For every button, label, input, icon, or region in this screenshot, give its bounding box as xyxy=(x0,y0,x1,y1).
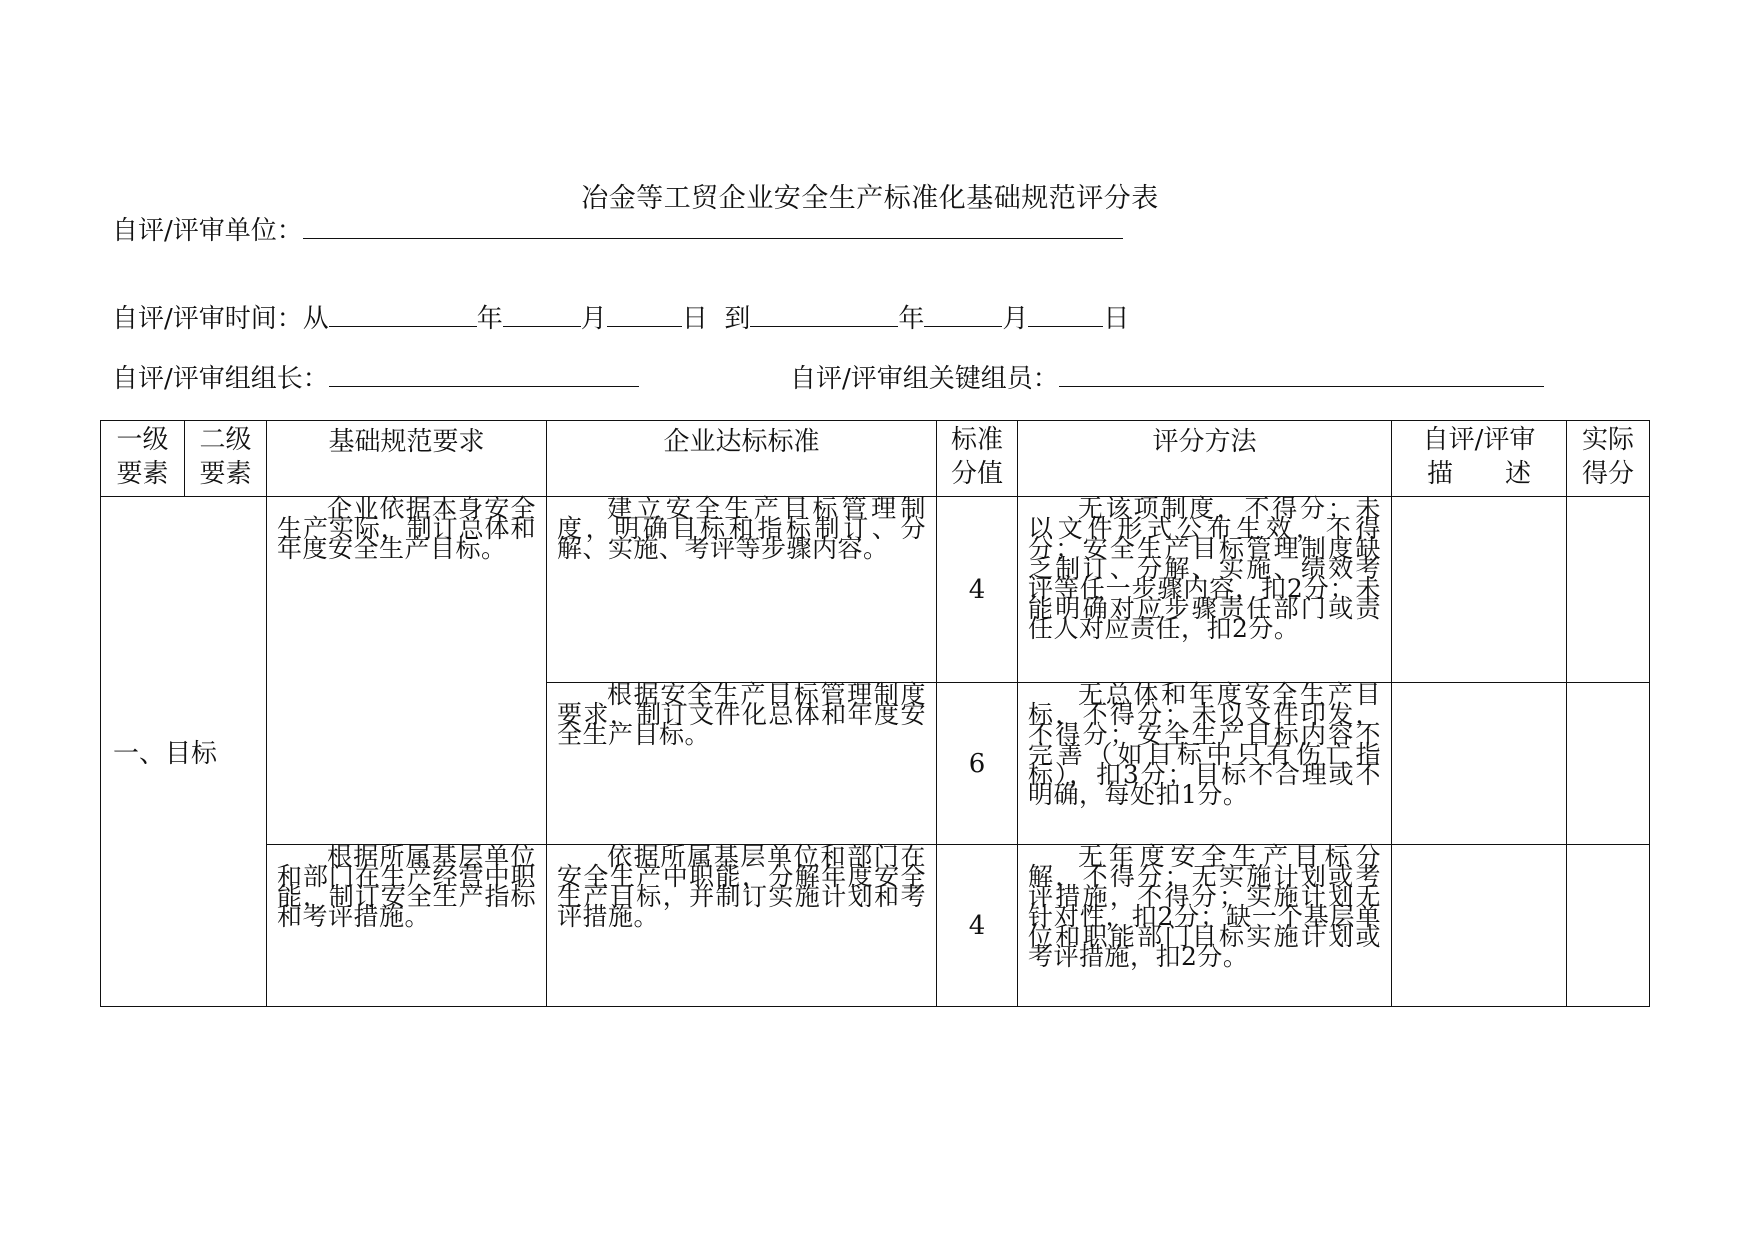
level1-cell: 一、目标 xyxy=(101,497,267,1007)
header-standard: 企业达标标准 xyxy=(547,421,937,497)
to-month-label: 月 xyxy=(1002,304,1029,334)
members-label: 自评/评审组关键组员： xyxy=(790,364,1059,394)
standard-cell: 建立安全生产目标管理制度，明确目标和指标制订、分解、实施、考评等步骤内容。 xyxy=(547,497,937,683)
method-cell: 无该项制度，不得分；未以文件形式公布生效，不得分；安全生产目标管理制度缺乏制订、分解、实施、绩效考评等任一步骤内容，扣2分；未能明确对应步骤责任部门或责任人对应责任，扣2分。 xyxy=(1018,497,1392,683)
requirement-cell: 根据所属基层单位和部门在生产经营中职能，制订安全生产指标和考评措施。 xyxy=(267,845,547,1007)
standard-cell: 依据所属基层单位和部门在安全生产中职能，分解年度安全生产目标，并制订实施计划和考评措施。 xyxy=(547,845,937,1007)
from-year-label: 年 xyxy=(476,304,503,334)
time-line xyxy=(112,300,1129,334)
method-cell: 无年度安全生产目标分解，不得分；无实施计划或考评措施，不得分；实施计划无针对性，扣2分；缺一个基层单位和职能部门目标实施计划或考评措施，扣2分。 xyxy=(1018,845,1392,1007)
header-score: 标准 分值 xyxy=(937,421,1018,497)
leader-label: 自评/评审组组长： xyxy=(112,364,329,394)
description-cell[interactable] xyxy=(1392,845,1567,1007)
header-level1: 一级 要素 xyxy=(101,421,185,497)
description-cell[interactable] xyxy=(1392,683,1567,845)
header-row xyxy=(101,421,1650,497)
header-requirement: 基础规范要求 xyxy=(267,421,547,497)
method-cell: 无总体和年度安全生产目标，不得分；未以文件印发，不得分；安全生产目标内容不完善（如目标中只有伤亡指标），扣3分；目标不合理或不明确，每处扣1分。 xyxy=(1018,683,1392,845)
to-day-label: 日 xyxy=(1103,304,1130,334)
requirement-cell: 企业依据本身安全生产实际，制订总体和年度安全生产目标。 xyxy=(267,497,547,845)
score-table xyxy=(100,420,1650,1007)
members-blank[interactable] xyxy=(1059,360,1544,387)
actual-score-cell[interactable] xyxy=(1567,845,1650,1007)
page-title: 冶金等工贸企业安全生产标准化基础规范评分表 xyxy=(581,183,1159,214)
actual-score-cell[interactable] xyxy=(1567,497,1650,683)
to-year-label: 年 xyxy=(898,304,925,334)
from-month-blank[interactable] xyxy=(503,300,581,327)
actual-score-cell[interactable] xyxy=(1567,683,1650,845)
score-cell: 6 xyxy=(937,683,1018,845)
from-month-label: 月 xyxy=(580,304,607,334)
to-month-blank[interactable] xyxy=(924,300,1002,327)
leader-line xyxy=(112,360,639,394)
header-level2: 二级 要素 xyxy=(185,421,267,497)
time-from: 从 xyxy=(302,304,329,334)
unit-line xyxy=(112,212,1123,246)
time-label: 自评/评审时间： xyxy=(112,304,303,334)
from-day-blank[interactable] xyxy=(607,300,682,327)
table-row xyxy=(101,845,1650,1007)
unit-label: 自评/评审单位： xyxy=(112,216,303,246)
to-year-blank[interactable] xyxy=(750,300,898,327)
time-to: 到 xyxy=(724,304,751,334)
header-description: 自评/评审 描 述 xyxy=(1392,421,1567,497)
leader-blank[interactable] xyxy=(329,360,639,387)
table-row xyxy=(101,497,1650,683)
description-cell[interactable] xyxy=(1392,497,1567,683)
members-line xyxy=(790,360,1544,396)
from-day-label: 日 xyxy=(681,304,708,334)
standard-cell: 根据安全生产目标管理制度要求，制订文件化总体和年度安全生产目标。 xyxy=(547,683,937,845)
score-cell: 4 xyxy=(937,845,1018,1007)
to-day-blank[interactable] xyxy=(1028,300,1103,327)
header-method: 评分方法 xyxy=(1018,421,1392,497)
unit-blank[interactable] xyxy=(303,212,1123,239)
header-actual-score: 实际 得分 xyxy=(1567,421,1650,497)
from-year-blank[interactable] xyxy=(329,300,477,327)
score-cell: 4 xyxy=(937,497,1018,683)
